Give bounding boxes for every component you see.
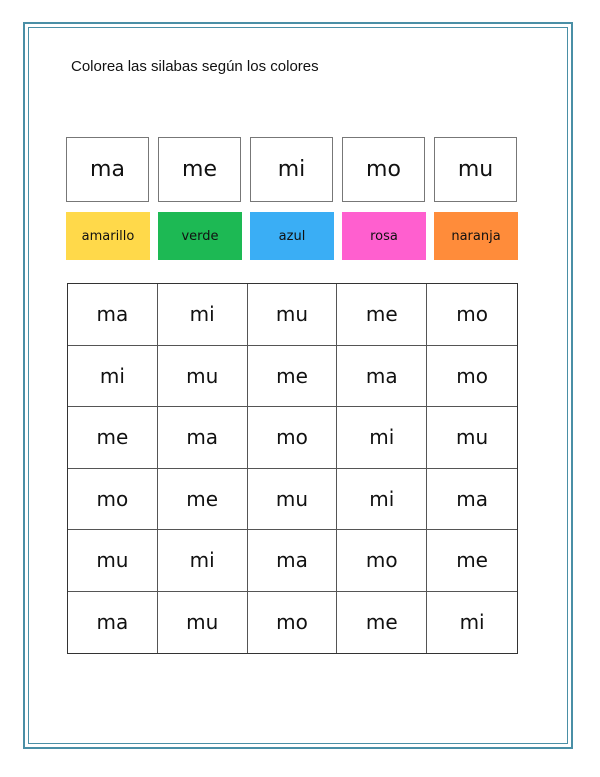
grid-cell[interactable]: me (248, 346, 338, 408)
syllable-box-mo: mo (342, 137, 425, 202)
grid-cell[interactable]: mu (248, 469, 338, 531)
grid-cell[interactable]: me (68, 407, 158, 469)
grid-cell[interactable]: mo (427, 284, 517, 346)
grid-cell[interactable]: ma (68, 592, 158, 654)
grid-cell[interactable]: mo (337, 530, 427, 592)
grid-cell[interactable]: ma (158, 407, 248, 469)
grid-cell[interactable]: me (337, 284, 427, 346)
grid-cell[interactable]: ma (427, 469, 517, 531)
grid-cell[interactable]: mu (158, 346, 248, 408)
grid-cell[interactable]: mi (158, 284, 248, 346)
grid-cell[interactable]: mi (337, 407, 427, 469)
color-chip-amarillo: amarillo (66, 212, 150, 260)
grid-cell[interactable]: mo (248, 592, 338, 654)
grid-cell[interactable]: mu (427, 407, 517, 469)
grid-cell[interactable]: mo (427, 346, 517, 408)
grid-cell[interactable]: mu (248, 284, 338, 346)
grid-cell[interactable]: mi (337, 469, 427, 531)
grid-cell[interactable]: me (337, 592, 427, 654)
grid-cell[interactable]: ma (68, 284, 158, 346)
color-chip-azul: azul (250, 212, 334, 260)
color-chip-verde: verde (158, 212, 242, 260)
grid-cell[interactable]: mu (158, 592, 248, 654)
grid-cell[interactable]: mi (459, 610, 485, 635)
grid-cell[interactable]: ma (248, 530, 338, 592)
grid-cell[interactable]: mo (68, 469, 158, 531)
grid-cell[interactable]: mi (68, 346, 158, 408)
syllable-box-mi: mi (250, 137, 333, 202)
color-chip-naranja: naranja (434, 212, 518, 260)
grid-cell[interactable]: ma (337, 346, 427, 408)
grid-cell[interactable]: mi (158, 530, 248, 592)
syllable-box-mu: mu (434, 137, 517, 202)
color-chip-rosa: rosa (342, 212, 426, 260)
syllable-box-me: me (158, 137, 241, 202)
grid-cell[interactable]: me (427, 530, 517, 592)
syllable-box-ma: ma (66, 137, 149, 202)
instruction-text: Colorea las silabas según los colores (71, 58, 319, 75)
syllable-grid (67, 283, 518, 654)
grid-cell[interactable]: me (158, 469, 248, 531)
grid-cell[interactable]: mu (68, 530, 158, 592)
grid-cell[interactable]: mo (248, 407, 338, 469)
